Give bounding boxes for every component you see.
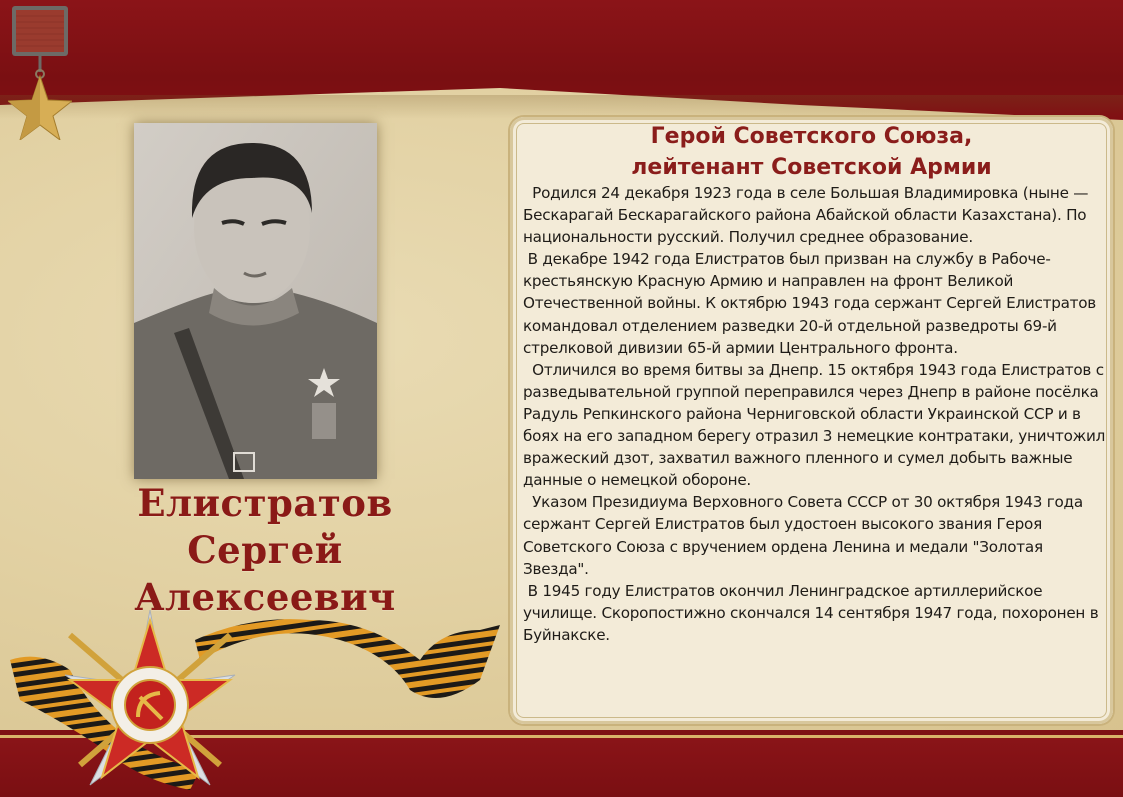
bio-paragraph-conscription: В декабре 1942 года Елистратов был призван на службу в Рабоче-крестьянскую Красную Армию и направлен на фронт Великой Отечественной войны. К октябрю 1943 года сержант Сергей Елистратов командовал отделением разведки 20-й отдельной разведроты 69-й стрелковой дивизии 65-й армии Центрального фронта. <box>523 250 1101 357</box>
bio-paragraph-dnieper: Отличился во время битвы за Днепр. 15 октября 1943 года Елистратов с разведывательной группой переправился через Днепр в районе посёлка Радуль Репкинского района Черниговской области Украинской ССР и в боях на его западном берегу отразил 3 немецкие контратаки, уничтожил вражеский дзот, захватил важного пленного и сумел добыть важные данные о немецкой обороне. <box>523 360 1110 490</box>
parchment-shadow <box>0 95 1123 119</box>
biography-title <box>510 121 1113 183</box>
hero-surname: Елистратов <box>137 481 393 525</box>
order-patriotic-war-with-ribbon-icon <box>10 600 510 794</box>
bio-paragraph-award: Указом Президиума Верховного Совета СССР от 30 октября 1943 года сержант Сергей Елистратов был удостоен высокого звания Героя Советского Союза с вручением ордена Ленина и медали "Золотая Звезда". <box>523 493 1088 578</box>
gold-star-medal-icon <box>8 4 72 140</box>
bio-paragraph-death: В 1945 году Елистратов окончил Ленинградское артиллерийское училище. Скоропостижно скончался 14 сентября 1947 года, похоронен в Буйнакске. <box>523 581 1103 644</box>
bio-paragraph-birth: Родился 24 декабря 1923 года в селе Большая Владимировка (ныне — Бескарагай Бескарагайского района Абайской области Казахстана). По национальности русский. Получил среднее образование. <box>523 184 1093 247</box>
hero-first-name: Сергей <box>187 528 343 572</box>
hero-patronymic: Алексеевич <box>134 575 396 619</box>
title-rank-hero: Герой Советского Союза, <box>650 124 973 149</box>
biography-panel <box>510 117 1113 724</box>
title-rank-lieutenant: лейтенант Советской Армии <box>631 155 992 180</box>
portrait-image <box>134 123 377 479</box>
hero-portrait-photo <box>134 123 377 479</box>
biography-text <box>523 182 1108 646</box>
